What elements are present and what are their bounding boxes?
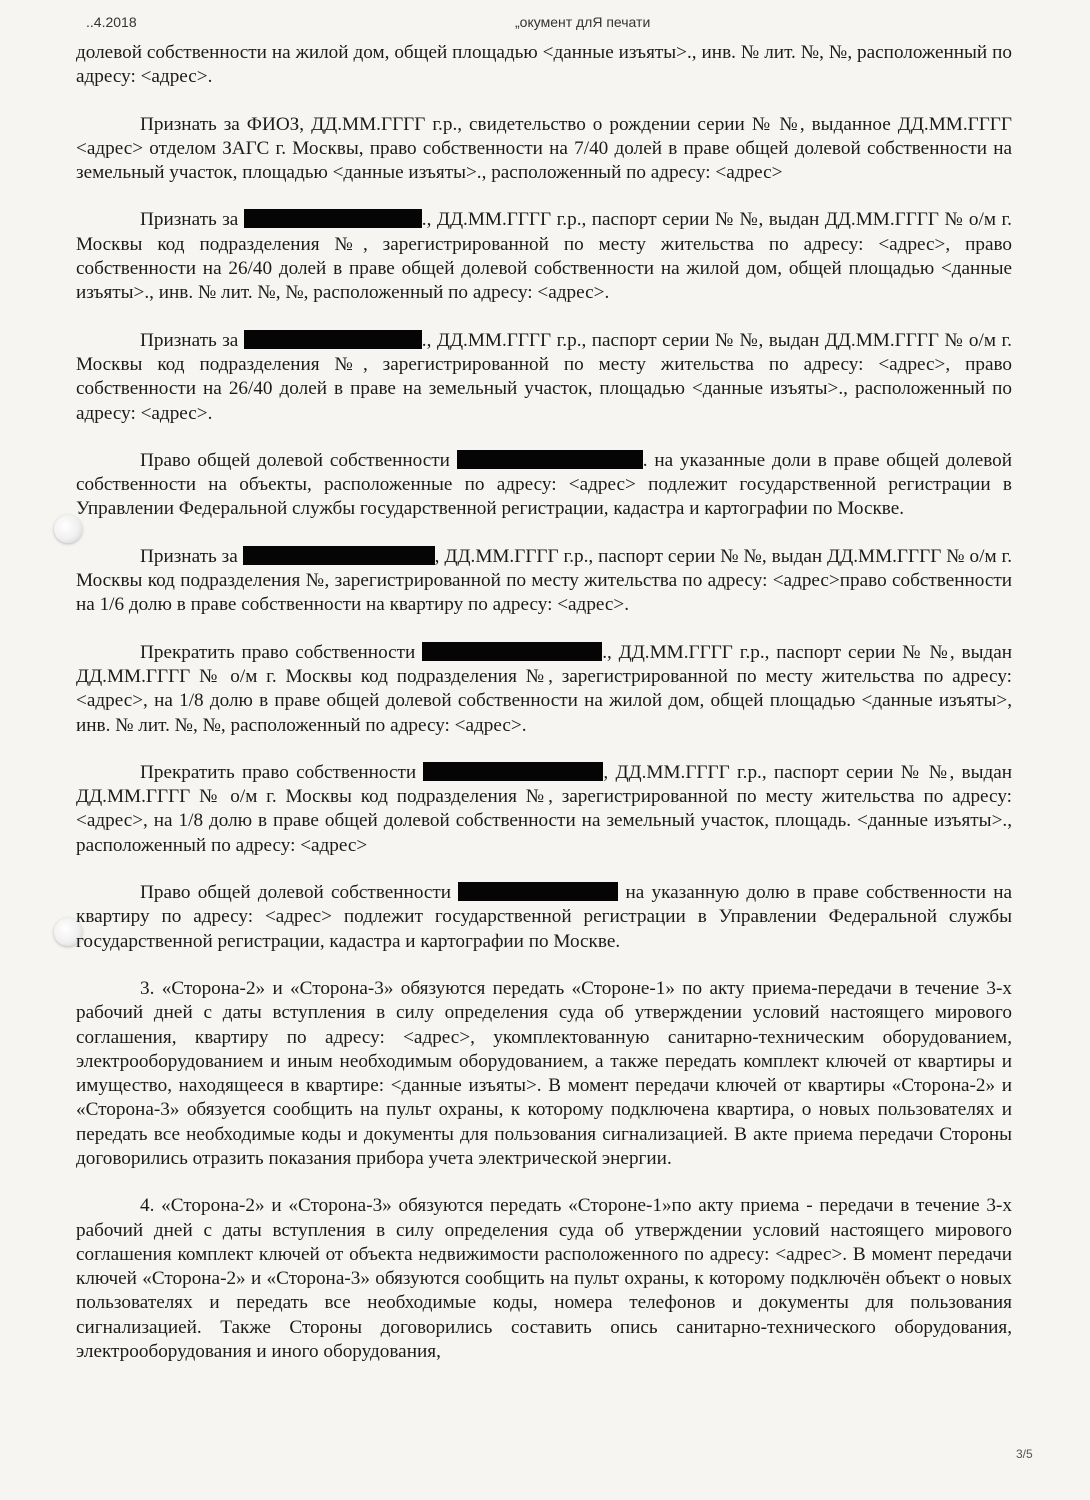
page-number: 3/5 [1016, 1447, 1033, 1461]
paragraph-clause: Признать за ФИОЗ, ДД.ММ.ГГГГ г.р., свидетельство о рождении серии № №, выданное ДД.ММ.ГГГГ <адрес> отделом ЗАГС г. Москвы, право собственности на 7/40 долей в праве общей долевой собственности на земельный участок, площадью <данные изъяты>., расположенный по адресу: <адрес> [76, 113, 1012, 184]
paragraph-clause: Право общей долевой собственности на указанную долю в праве собственности на квартиру по адресу: <адрес> подлежит государственной регистрации в Управлении Федеральной службы государственной регистрации, кадастра и картографии по Москве. [76, 882, 1013, 952]
paragraph-clause: Признать за ., ДД.ММ.ГГГГ г.р., паспорт серии № №, выдан ДД.ММ.ГГГГ № о/м г. Москвы код подразделения №, зарегистрированной по месту жительства по адресу: <адрес>, право собственности на 26/40 долей в праве общей долевой собственности на жилой дом, общей площадью <данные изъяты>., инв. № лит. №, №, расположенный по адресу: <адрес>. [76, 209, 1012, 304]
redaction-bar [458, 882, 618, 901]
document-body [76, 41, 1012, 1387]
paragraph-clause: Признать за ., ДД.ММ.ГГГГ г.р., паспорт серии № №, выдан ДД.ММ.ГГГГ № о/м г. Москвы код подразделения №, зарегистрированной по месту жительства по адресу: <адрес>, право собственности на 26/40 долей в праве на земельный участок, площадью <данные изъяты>., расположенный по адресу: <адрес>. [76, 329, 1012, 424]
redaction-bar [423, 762, 603, 781]
paragraph-clause: Прекратить право собственности ., ДД.ММ.ГГГГ г.р., паспорт серии № №, выдан ДД.ММ.ГГГГ № о/м г. Москвы код подразделения №, зарегистрированной по месту жительства по адресу: <адрес>, на 1/8 долю в праве общей долевой собственности на жилой дом, общей площадью <данные изъяты>, инв. № лит. №, №, расположенный по адресу: <адрес>. [76, 641, 1013, 736]
paragraph-clause: Право общей долевой собственности . на указанные доли в праве общей долевой собственности на объекты, расположенные по адресу: <адрес> подлежит государственной регистрации в Управлении Федеральной службы государственной регистрации, кадастра и картографии по Москве. [76, 449, 1013, 520]
paragraph-clause: Признать за , ДД.ММ.ГГГГ г.р., паспорт серии № №, выдан ДД.ММ.ГГГГ № о/м г. Москвы код подразделения №, зарегистрированной по месту жительства по адресу: <адрес>право собственности на 1/6 долю в праве собственности на квартиру по адресу: <адрес>. [76, 545, 1012, 616]
paragraph-clause: Прекратить право собственности , ДД.ММ.ГГГГ г.р., паспорт серии № №, выдан ДД.ММ.ГГГГ № о/м г. Москвы код подразделения №, зарегистрированной по месту жительства по адресу: <адрес>, на 1/8 долю в праве общей долевой собственности на земельный участок, площадь. <данные изъяты>., расположенный по адресу: <адрес> [76, 761, 1013, 856]
redaction-bar [457, 450, 643, 469]
redaction-bar [422, 642, 602, 661]
paragraph-clause-4: 4. «Сторона-2» и «Сторона-3» обязуются передать «Стороне-1»по акту приема - передачи в течение 3-х рабочий дней с даты вступления в силу определения суда об утверждении условий настоящего мирового соглашения комплект ключей от объекта недвижимости расположенного по адресу: <адрес>. В момент передачи ключей «Сторона-2» и «Сторона-3» обязуются сообщить на пульт охраны, к которому подключён объект о новых пользователях и передать все необходимые коды, номера телефонов и документы для пользования сигнализацией. Также Стороны договорились составить опись санитарно-технического оборудования, электрооборудования и иного оборудования, [76, 1195, 1012, 1363]
print-header-title: „окумент длЯ печати [515, 14, 651, 30]
print-date: ..4.2018 [86, 14, 137, 30]
redaction-bar [244, 209, 422, 228]
redaction-bar [243, 546, 435, 565]
redaction-bar [244, 330, 422, 349]
paragraph-clause-3: 3. «Сторона-2» и «Сторона-3» обязуются передать «Стороне-1» по акту приема-передачи в течение 3-х рабочий дней с даты вступления в силу определения суда об утверждении условий настоящего мирового соглашения, квартиру по адресу: <адрес>, укомплектованную санитарно-техническим оборудованием, электрооборудованием и иным необходимым оборудованием, а также передать комплект ключей от квартиры и имущество, находящееся в квартире: <данные изъяты>. В момент передачи ключей от квартиры «Сторона-2» и «Сторона-3» обязуется сообщить на пульт охраны, к которому подключена квартира, о новых пользователях и передать все необходимые коды и документы для пользования сигнализацией. В акте приема передачи Стороны договорились отразить показания прибора учета электрической энергии. [76, 977, 1012, 1169]
paragraph-continuation: долевой собственности на жилой дом, общей площадью <данные изъяты>., инв. № лит. №, №, расположенный по адресу: <адрес>. [76, 42, 1012, 88]
